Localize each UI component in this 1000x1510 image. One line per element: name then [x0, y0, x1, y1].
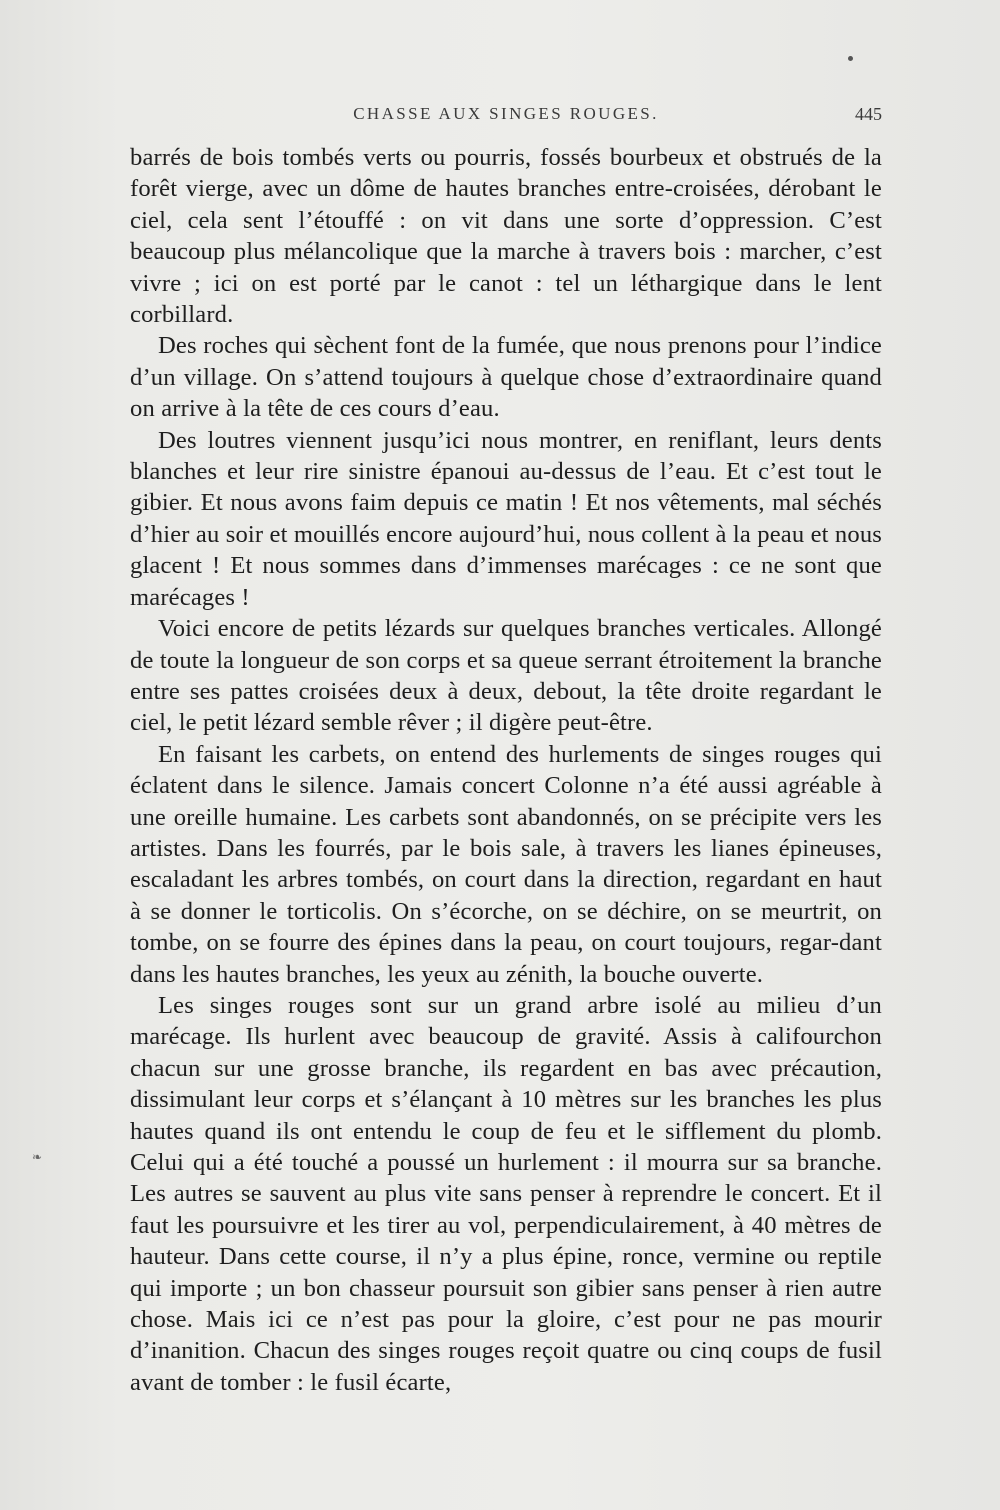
ink-speck: ❧: [32, 1150, 43, 1164]
body-text: [130, 142, 882, 1398]
paragraph: Des loutres viennent jusqu’ici nous montrer, en reniflant, leurs dents blanches et leur rire sinistre épanoui au-dessus de l’eau. Et c’est tout le gibier. Et nous avons faim depuis ce matin ! Et nos vêtements, mal séchés d’hier au soir et mouillés encore aujourd’hui, nous collent à la peau et nous glacent ! Et nous sommes dans d’immenses marécages : ce ne sont que marécages !: [130, 426, 882, 611]
paragraph: Voici encore de petits lézards sur quelques branches verticales. Allongé de toute la longueur de son corps et sa queue serrant étroitement la branche entre ses pattes croisées deux à deux, debout, la tête droite regardant le ciel, le petit lézard semble rêver ; il digère peut-être.: [130, 615, 882, 737]
ink-dot: [848, 56, 853, 61]
paragraph: Les singes rouges sont sur un grand arbre isolé au milieu d’un marécage. Ils hurlent avec beaucoup de gravité. Assis à califourchon chacun sur une grosse branche, ils regardent en bas avec précaution, dissimulant leur corps et s’élançant à 10 mètres sur les branches les plus hautes quand ils ont entendu le coup de feu et le sifflement du plomb. Celui qui a été touché a poussé un hurlement : il mourra sur sa branche. Les autres se sauvent au plus vite sans penser à reprendre le concert. Et il faut les poursuivre et les tirer au vol, perpendiculairement, à 40 mètres de hauteur. Dans cette course, il n’y a plus épine, ronce, vermine ou reptile qui importe ; un bon chasseur poursuit son gibier sans penser à rien autre chose. Mais ici ce n’est pas pour la gloire, c’est pour ne pas mourir d’inanition. Chacun des singes rouges reçoit quatre ou cinq coups de fusil avant de tomber : le fusil écarte,: [130, 991, 882, 1396]
paragraph: barrés de bois tombés verts ou pourris, fossés bourbeux et obstrués de la forêt vierge, avec un dôme de hautes branches entre-croisées, dérobant le ciel, cela sent l’étouffé : on vit dans une sorte d’oppression. C’est beaucoup plus mélancolique que la marche à travers bois : marcher, c’est vivre ; ici on est porté par le canot : tel un léthargique dans le lent corbillard.: [130, 144, 882, 329]
paragraph: En faisant les carbets, on entend des hurlements de singes rouges qui éclatent dans le silence. Jamais concert Colonne n’a été aussi agréable à une oreille humaine. Les carbets sont abandonnés, on se précipite vers les artistes. Dans les fourrés, par le bois sale, à travers les lianes épineuses, escaladant les arbres tombés, on court dans la direction, regardant en haut à se donner le torticolis. On s’écorche, on se déchire, on se meurtrit, on tombe, on se fourre des épines dans la peau, on court toujours, regar-dant dans les hautes branches, les yeux au zénith, la bouche ouverte.: [130, 740, 882, 988]
page-header: [130, 104, 882, 128]
running-title: CHASSE AUX SINGES ROUGES.: [353, 104, 659, 123]
paragraph: Des roches qui sèchent font de la fumée, que nous prenons pour l’indice d’un village. On s’attend toujours à quelque chose d’extraordinaire quand on arrive à la tête de ces cours d’eau.: [130, 332, 882, 423]
page-number: 445: [855, 104, 882, 124]
